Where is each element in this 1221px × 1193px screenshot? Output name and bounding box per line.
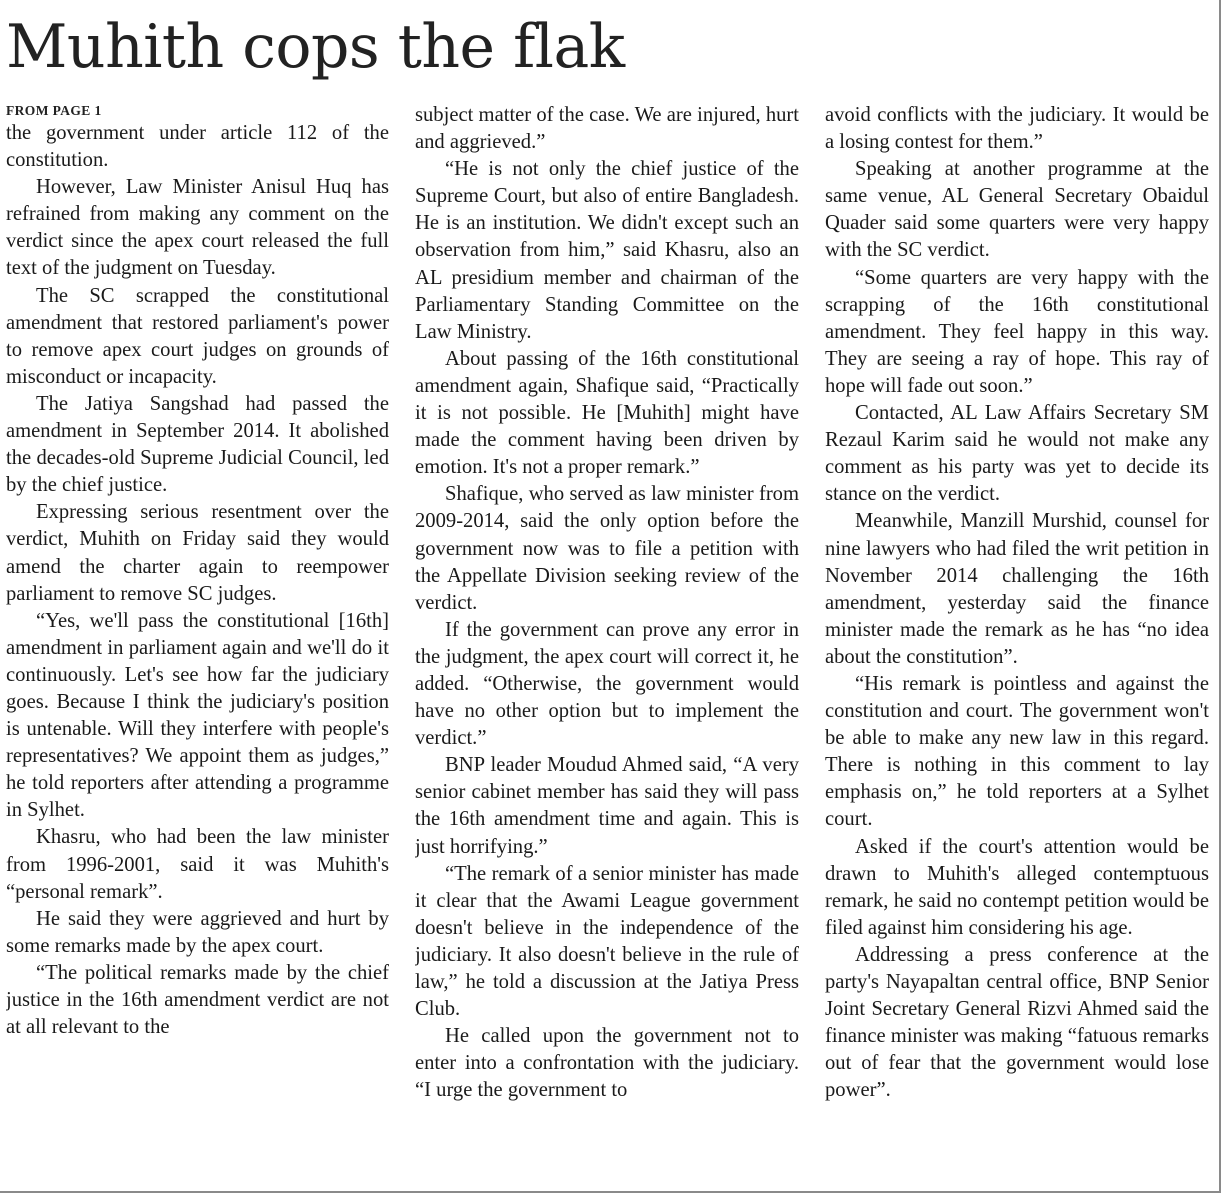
- article-paragraph: Shafique, who served as law minister from 2009-2014, said the only option before the government now was to file a petition with the Appellate Division seeking review of the verdict.: [415, 483, 799, 614]
- column-1-body: [6, 120, 389, 1041]
- article-paragraph: Expressing serious resentment over the verdict, Muhith on Friday said they would amend the charter again to reempower parliament to remove SC judges.: [6, 501, 389, 605]
- article-column-2: [415, 102, 799, 1188]
- article-column-3: [825, 102, 1209, 1188]
- article-paragraph: Meanwhile, Manzill Murshid, counsel for nine lawyers who had filed the writ petition in November 2014 challenging the 16th amendment, yesterday said the finance minister made the remark as he has “no idea about the constitution”.: [825, 510, 1209, 668]
- article-paragraph: Contacted, AL Law Affairs Secretary SM Rezaul Karim said he would not make any comment as his party was yet to decide its stance on the verdict.: [825, 402, 1209, 506]
- article-paragraph: “Some quarters are very happy with the scrapping of the 16th constitutional amendment. They feel happy in this way. They are seeing a ray of hope. This ray of hope will fade out soon.”: [825, 266, 1209, 397]
- article-paragraph: The SC scrapped the constitutional amendment that restored parliament's power to remove apex court judges on grounds of misconduct or incapacity.: [6, 284, 389, 388]
- article-paragraph: Asked if the court's attention would be drawn to Muhith's alleged contemptuous remark, he said no contempt petition would be filed against him considering his age.: [825, 835, 1209, 939]
- article-paragraph: “The political remarks made by the chief justice in the 16th amendment verdict are not at all relevant to the: [6, 961, 389, 1039]
- column-3-body: [825, 102, 1209, 1104]
- article-paragraph: Speaking at another programme at the same venue, AL General Secretary Obaidul Quader said some quarters were very happy with the SC verdict.: [825, 158, 1209, 262]
- article-paragraph: “The remark of a senior minister has made it clear that the Awami League government doesn't believe in the independence of the judiciary. It also doesn't believe in the rule of law,” he told a discussion at the Jatiya Press Club.: [415, 862, 799, 1021]
- article-paragraph: However, Law Minister Anisul Huq has refrained from making any comment on the verdict since the apex court released the full text of the judgment on Tuesday.: [6, 176, 389, 280]
- article-paragraph: The Jatiya Sangshad had passed the amendment in September 2014. It abolished the decades-old Supreme Judicial Council, led by the chief justice.: [6, 392, 389, 497]
- article-paragraph: If the government can prove any error in the judgment, the apex court will correct it, he added. “Otherwise, the government would have no other option but to implement the verdict.”: [415, 618, 799, 750]
- article-paragraph: “He is not only the chief justice of the Supreme Court, but also of entire Bangladesh. He is an institution. We didn't except such an observation from him,” said Khasru, also an AL presidium member and chairman of the Parliamentary Standing Committee on the Law Ministry.: [415, 158, 799, 343]
- article-paragraph: avoid conflicts with the judiciary. It would be a losing contest for them.”: [825, 104, 1209, 154]
- article-paragraph: He said they were aggrieved and hurt by some remarks made by the apex court.: [6, 907, 389, 957]
- article-paragraph: Addressing a press conference at the party's Nayapaltan central office, BNP Senior Joint Secretary General Rizvi Ahmed said the finance minister was making “fatuous remarks out of fear that the government would lose power”.: [825, 943, 1209, 1102]
- article-paragraph: the government under article 112 of the constitution.: [6, 122, 389, 172]
- article-paragraph: subject matter of the case. We are injured, hurt and aggrieved.”: [415, 104, 799, 154]
- dateline: FROM PAGE 1: [6, 103, 102, 118]
- headline: Muhith cops the flak: [6, 12, 625, 82]
- article-paragraph: He called upon the government not to enter into a confrontation with the judiciary. “I urge the government to: [415, 1025, 799, 1102]
- article-paragraph: Khasru, who had been the law minister from 1996-2001, said it was Muhith's “personal remark”.: [6, 826, 389, 903]
- article-paragraph: BNP leader Moudud Ahmed said, “A very senior cabinet member has said they will pass the 16th amendment time and again. This is just horrifying.”: [415, 754, 799, 858]
- article-paragraph: “Yes, we'll pass the constitutional [16th] amendment in parliament again and we'll do it continuously. Let's see how far the judiciary goes. Because I think the judiciary's position is untenable. Will they interfere with people's representatives? We appoint them as judges,” he told reporters after attending a programme in Sylhet.: [6, 609, 389, 822]
- column-2-body: [415, 102, 799, 1104]
- article-paragraph: “His remark is pointless and against the constitution and court. The government won't be able to make any new law in this regard. There is nothing in this comment to lay emphasis on,” he told reporters at a Sylhet court.: [825, 672, 1209, 831]
- article-column-1: [6, 102, 389, 1188]
- article-paragraph: About passing of the 16th constitutional amendment again, Shafique said, “Practically it is not possible. He [Muhith] might have made the comment having been driven by emotion. It's not a proper remark.”: [415, 347, 799, 479]
